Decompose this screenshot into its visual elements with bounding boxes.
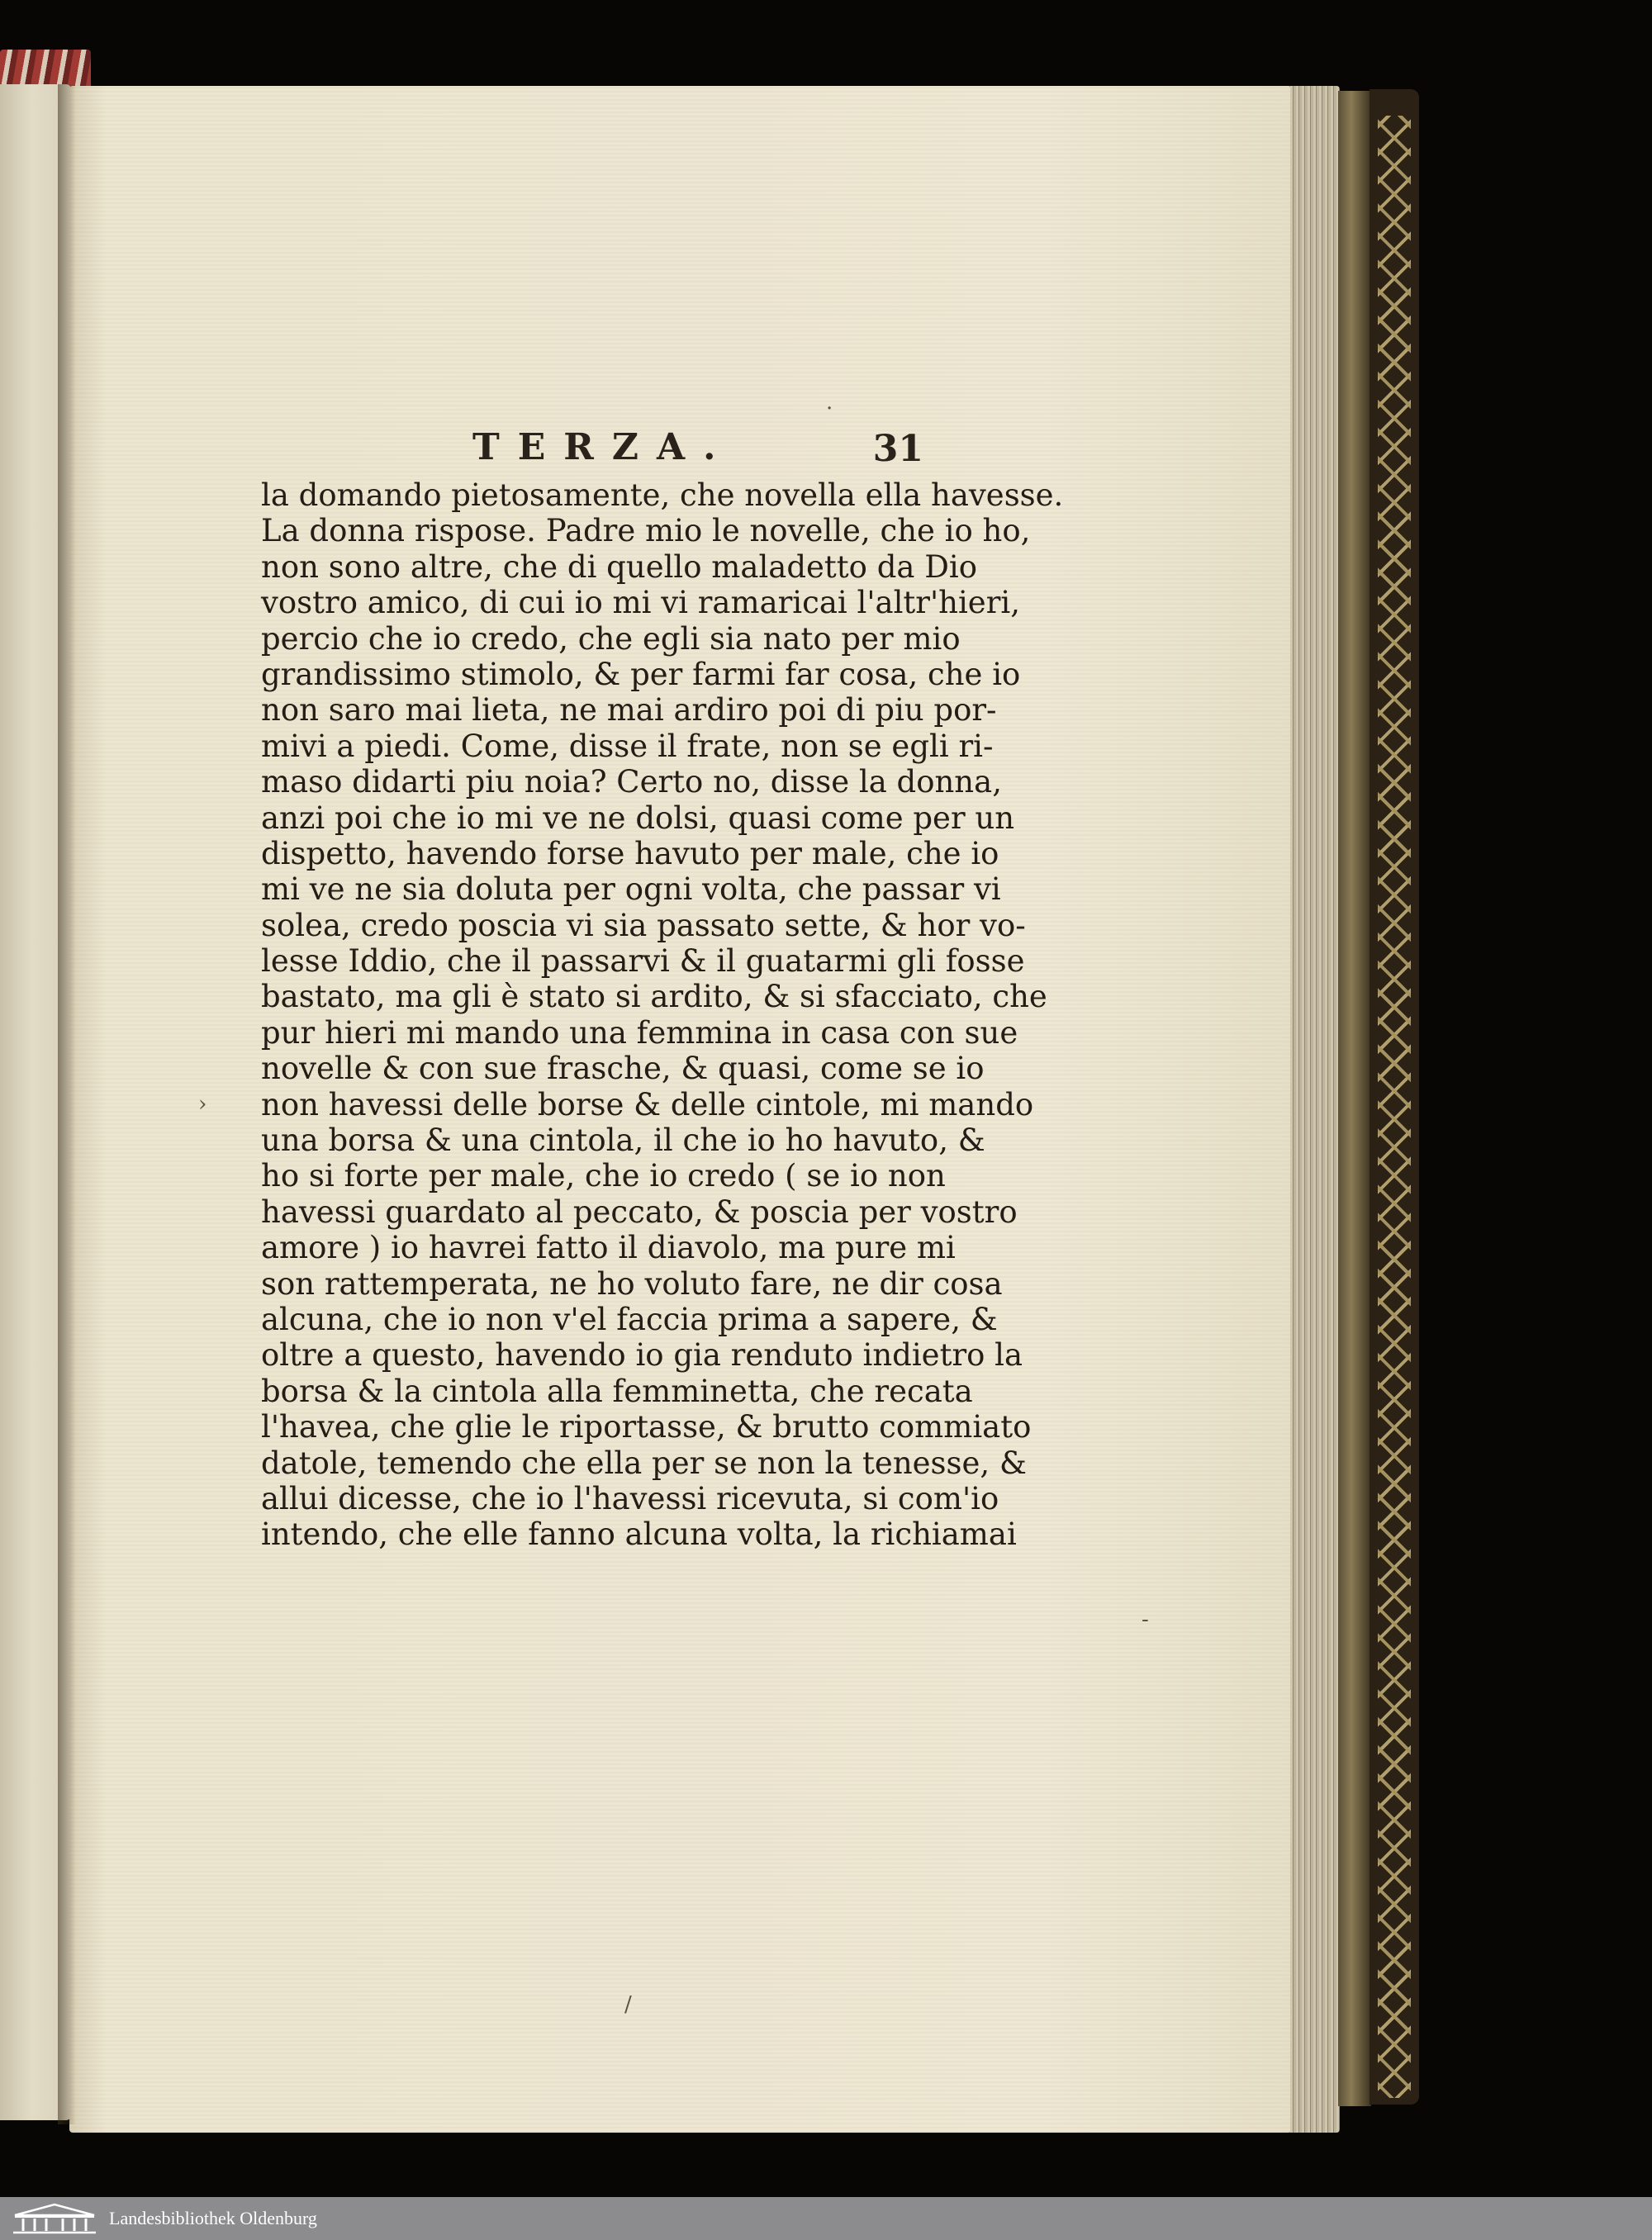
library-name[interactable]: Landesbibliothek Oldenburg bbox=[109, 2208, 317, 2228]
running-title: TERZA. bbox=[472, 426, 734, 468]
text-line: lesse Iddio, che il passarvi & il guatarmi gli fosse bbox=[261, 943, 1025, 980]
text-line: percio che io credo, che egli sia nato per mio bbox=[261, 620, 961, 657]
margin-mark: · bbox=[826, 396, 833, 421]
text-line: bastato, ma gli è stato si ardito, & si sfacciato, che bbox=[261, 979, 1047, 1015]
text-line: maso didarti piu noia? Certo no, disse la donna, bbox=[261, 764, 1002, 800]
footer-bar bbox=[0, 2197, 1652, 2240]
text-line: la domando pietosamente, che novella ella havesse. bbox=[261, 477, 1064, 513]
spine-ornament bbox=[1378, 116, 1411, 2098]
text-line: pur hieri mi mando una femmina in casa con sue bbox=[261, 1014, 1018, 1051]
text-line: son rattemperata, ne ho voluto fare, ne dir cosa bbox=[261, 1265, 1003, 1302]
text-line: mivi a piedi. Come, disse il frate, non se egli ri- bbox=[261, 728, 994, 764]
text-line: grandissimo stimolo, & per farmi far cosa, che io bbox=[261, 656, 1021, 692]
margin-mark: / bbox=[624, 1992, 632, 2017]
text-line: havessi guardato al peccato, & poscia per vostro bbox=[261, 1194, 1018, 1230]
page-header bbox=[261, 426, 923, 474]
text-line: amore ) io havrei fatto il diavolo, ma pure mi bbox=[261, 1230, 956, 1266]
gilt-edge bbox=[1338, 91, 1371, 2106]
text-line: novelle & con sue frasche, & quasi, come se io bbox=[261, 1051, 985, 1087]
text-line: solea, credo poscia vi sia passato sette, & hor vo- bbox=[261, 907, 1026, 943]
text-line: mi ve ne sia doluta per ogni volta, che passar vi bbox=[261, 871, 1001, 908]
text-line: La donna rispose. Padre mio le novelle, che io ho, bbox=[261, 513, 1031, 549]
text-line: allui dicesse, che io l'havessi ricevuta, si com'io bbox=[261, 1480, 999, 1516]
text-line: una borsa & una cintola, il che io ho havuto, & bbox=[261, 1122, 985, 1159]
text-line: ho si forte per male, che io credo ( se io non bbox=[261, 1158, 946, 1194]
library-building-icon bbox=[12, 2202, 97, 2235]
page-block-edges bbox=[1290, 86, 1340, 2133]
text-line: oltre a questo, havendo io gia renduto indietro la bbox=[261, 1337, 1023, 1374]
text-line: l'havea, che glie le riportasse, & brutto commiato bbox=[261, 1409, 1032, 1445]
text-line: non havessi delle borse & delle cintole, mi mando bbox=[261, 1086, 1034, 1122]
margin-mark: - bbox=[1142, 1607, 1149, 1632]
text-line: dispetto, havendo forse havuto per male, che io bbox=[261, 835, 999, 871]
text-line: anzi poi che io mi ve ne dolsi, quasi come per un bbox=[261, 800, 1015, 836]
text-line: intendo, che elle fanno alcuna volta, la richiamai bbox=[261, 1516, 1017, 1553]
body-text bbox=[261, 477, 1064, 1553]
text-line: vostro amico, di cui io mi vi ramaricai l'altr'hieri, bbox=[261, 585, 1020, 621]
text-line: non sono altre, che di quello maladetto da Dio bbox=[261, 548, 977, 585]
margin-mark: › bbox=[198, 1092, 207, 1117]
text-line: datole, temendo che ella per se non la tenesse, & bbox=[261, 1445, 1027, 1481]
text-line: non saro mai lieta, ne mai ardiro poi di piu por- bbox=[261, 692, 997, 728]
text-line: borsa & la cintola alla femminetta, che recata bbox=[261, 1373, 973, 1409]
text-line: alcuna, che io non v'el faccia prima a sapere, & bbox=[261, 1301, 998, 1337]
gutter-shadow bbox=[58, 84, 76, 2124]
page-number: 31 bbox=[872, 428, 923, 470]
